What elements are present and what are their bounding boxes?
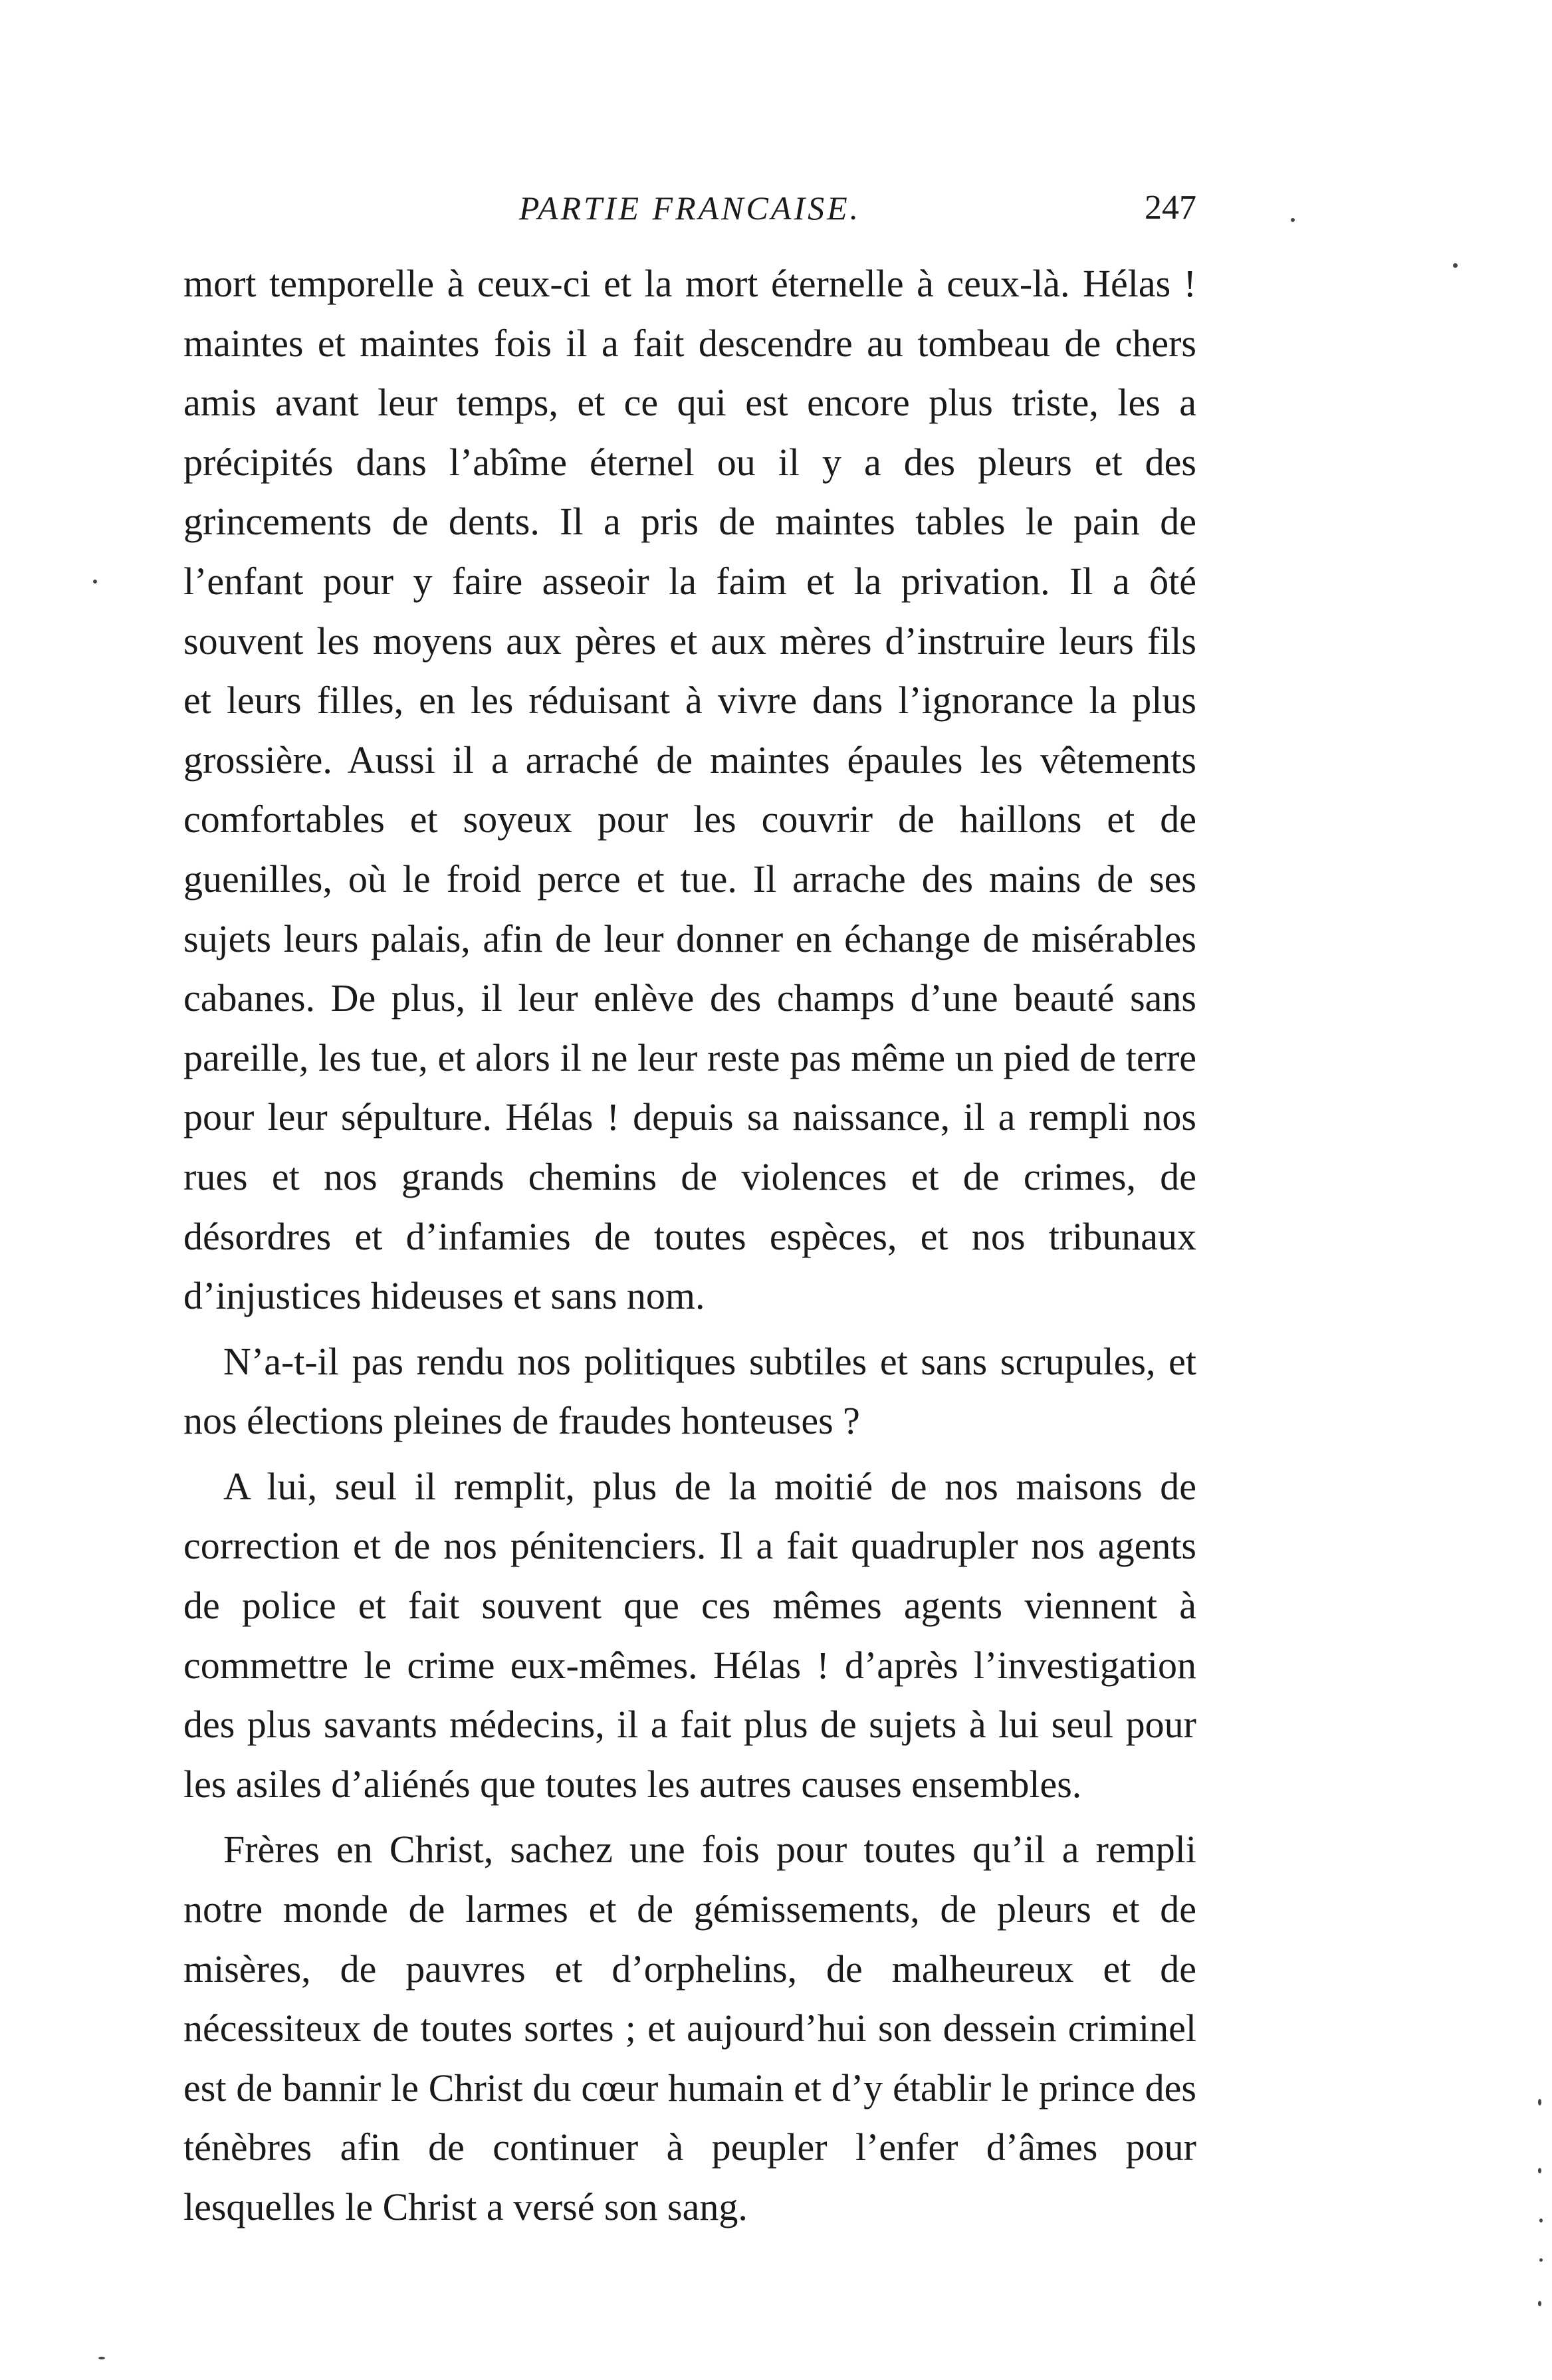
paragraph-continuation: mort temporelle à ceux-ci et la mort éternelle à ceux-là. Hélas ! maintes et maintes fois il a fait descendre au tombeau de chers amis avant leur temps, et ce qui est encore plus triste, les a précipités dans l’abîme éternel ou il y a des pleurs et des grincements de dents. Il a pris de maintes tables le pain de l’enfant pour y faire asseoir la faim et la privation. Il a ôté souvent les moyens aux pères et aux mères d’instruire leurs fils et leurs filles, en les réduisant à vivre dans l’ignorance la plus grossière. Aussi il a arraché de maintes épaules les vêtements comfortables et soyeux pour les couvrir de haillons et de guenilles, où le froid perce et tue. Il arrache des mains de ses sujets leurs palais, afin de leur donner en échange de misérables cabanes. De plus, il leur enlève des champs d’une beauté sans pareille, les tue, et alors il ne leur reste pas même un pied de terre pour leur sépulture. Hélas ! depuis sa naissance, il a rempli nos rues et nos grands chemins de violences et de crimes, de désordres et d’infamies de toutes espèces, et nos tribunaux d’injustices hideuses et sans nom. (183, 262, 1196, 1318)
paragraph: Frères en Christ, sachez une fois pour toutes qu’il a rempli notre monde de larmes et de gémissements, de pleurs et de misères, de pauvres et d’orphelins, de malheureux et de nécessiteux de toutes sortes ; et aujourd’hui son dessein criminel est de bannir le Christ du cœur humain et d’y établir le prince des ténèbres afin de continuer à peupler l’enfer d’âmes pour lesquelles le Christ a versé son sang. (183, 1828, 1196, 2228)
scan-speck (1538, 2301, 1541, 2306)
scan-speck (1538, 2168, 1541, 2173)
body-text (183, 254, 1196, 2237)
running-head: PARTIE FRANCAISE. (518, 189, 861, 227)
paragraph: A lui, seul il remplit, plus de la moitié de nos maisons de correction et de nos pénitenciers. Il a fait quadrupler nos agents de police et fait souvent que ces mêmes agents viennent à commettre le crime eux-mêmes. Hélas ! d’après l’investigation des plus savants médecins, il a fait plus de sujets à lui seul pour les asiles d’aliénés que toutes les autres causes ensembles. (183, 1464, 1196, 1806)
scan-speck (1539, 2218, 1543, 2222)
scan-speck (1539, 2258, 1543, 2262)
page-number: 247 (1145, 189, 1196, 227)
scan-speck (1453, 263, 1458, 268)
scan-speck (93, 580, 97, 584)
scan-speck (1291, 218, 1295, 222)
scan-speck (1538, 2099, 1541, 2106)
scan-speck (98, 2357, 105, 2359)
paragraph: N’a-t-il pas rendu nos politiques subtiles et sans scrupules, et nos élections pleines de fraudes honteuses ? (183, 1339, 1196, 1443)
page-header (183, 178, 1196, 238)
